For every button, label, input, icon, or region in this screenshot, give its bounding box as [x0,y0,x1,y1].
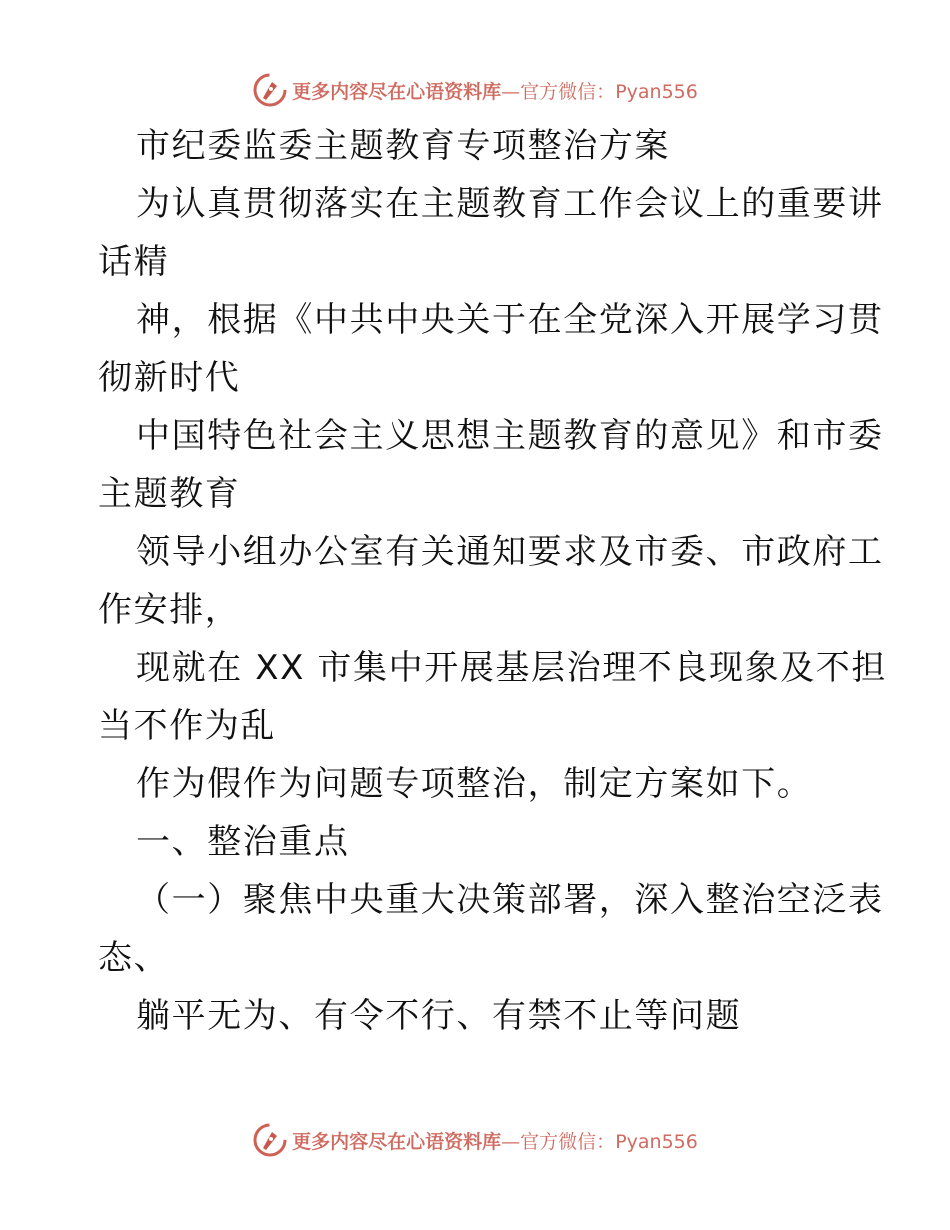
banner-wechat-id: Pyan556 [615,1130,698,1153]
paragraph-line: 现就在 XX 市集中开展基层治理不良现象及不担 [136,648,887,688]
paragraph-line: 中国特色社会主义思想主题教育的意见》和市委 [136,416,884,456]
paragraph-line: 话精 [98,242,170,282]
paragraph-line: 领导小组办公室有关通知要求及市委、市政府工 [136,532,884,572]
paragraph-line: 为认真贯彻落实在主题教育工作会议上的重要讲 [136,184,884,224]
section-heading: 一、整治重点 [136,822,350,862]
header-banner [0,70,950,110]
banner-brand-text: 更多内容尽在心语资料库 [292,1130,502,1153]
banner-wechat-id: Pyan556 [615,80,698,103]
banner-wechat-label: 官方微信： [520,80,616,103]
paragraph-line: 态、 [98,938,170,978]
pen-nib-logo-icon [252,72,288,108]
banner-brand-text: 更多内容尽在心语资料库 [292,80,502,103]
document-title: 市纪委监委主题教育专项整治方案 [136,126,670,166]
paragraph-line: 躺平无为、有令不行、有禁不止等问题 [136,996,742,1036]
banner-wechat-label: 官方微信： [520,1130,616,1153]
paragraph-line: 主题教育 [98,474,241,514]
paragraph-line: 作为假作为问题专项整治，制定方案如下。 [136,764,813,804]
banner-separator: — [501,80,521,103]
paragraph-line: 作安排， [98,590,241,630]
document-body [98,117,887,1045]
paragraph-line: 彻新时代 [98,358,241,398]
footer-banner [0,1120,950,1160]
subsection-heading: （一）聚焦中央重大决策部署，深入整治空泛表 [136,880,884,920]
paragraph-line: 神，根据《中共中央关于在全党深入开展学习贯 [136,300,884,340]
paragraph-line: 当不作为乱 [98,706,276,746]
banner-separator: — [501,1130,521,1153]
pen-nib-logo-icon [252,1122,288,1158]
